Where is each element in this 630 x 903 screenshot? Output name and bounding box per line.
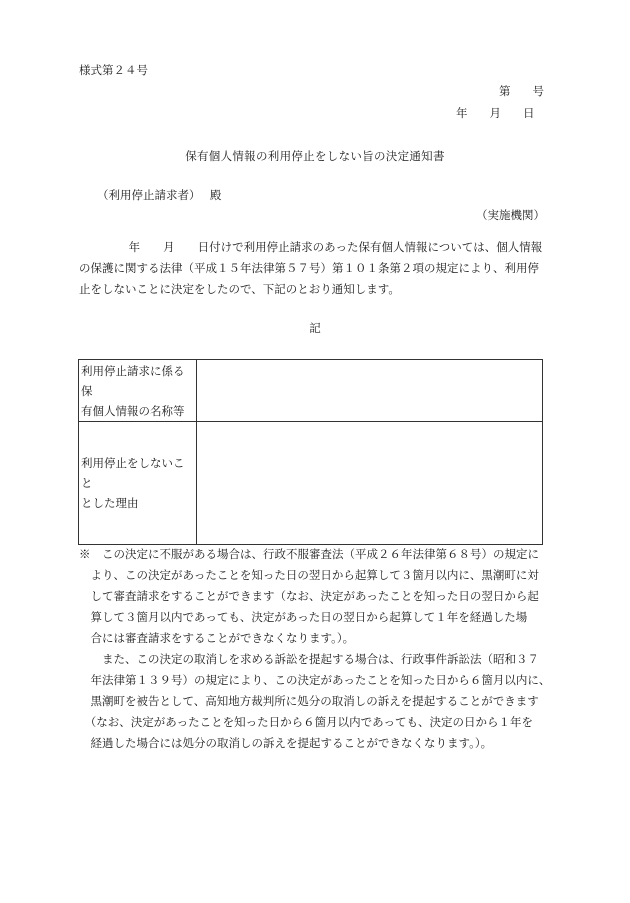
document-number [499, 83, 544, 99]
note-line: より、この決定があったことを知った日の翌日から起算して３箇月以内に、黒潮町に対 [79, 568, 539, 582]
date-year-label: 年 [456, 106, 468, 120]
reason-label [79, 422, 197, 545]
body-line: 年 月 日付けで利用停止請求のあった保有個人情報については、個人情報 [79, 240, 543, 254]
personal-info-name-label [79, 360, 197, 422]
issuing-organization: （実施機関） [476, 208, 545, 222]
reason-value [197, 422, 543, 545]
appeal-note [79, 544, 559, 754]
note-line: して審査請求をすることができます（なお、決定があったことを知った日の翌日から起 [79, 589, 539, 603]
label-line: 有個人情報の名称等 [81, 403, 185, 418]
form-number: 様式第２４号 [79, 63, 148, 77]
body-paragraph [79, 237, 549, 300]
document-date [456, 105, 535, 121]
note-line: 経過した場合には処分の取消しの訴えを提起することができなくなります。）。 [79, 736, 493, 750]
addressee: （利用停止請求者） 殿 [97, 188, 222, 202]
note-line: また、この決定の取消しを求める訴訟を提起する場合は、行政事件訴訟法（昭和３７ [79, 652, 539, 666]
personal-info-name-value [197, 360, 543, 422]
date-month-label: 月 [489, 106, 501, 120]
note-line: 黒潮町を被告として、高知地方裁判所に処分の取消しの訴えを提起することができます [79, 694, 539, 708]
note-line: 合には審査請求をすることができなくなります。）。 [79, 631, 355, 645]
body-line: 止をしないことに決定をしたので、下記のとおり通知します。 [79, 282, 400, 296]
document-number-suffix: 号 [532, 84, 544, 98]
ki-heading: 記 [309, 321, 321, 335]
info-table [78, 359, 543, 545]
table-row [79, 422, 543, 545]
table-row [79, 360, 543, 422]
body-line: の保護に関する法律（平成１５年法律第５７号）第１０１条第２項の規定により、利用停 [79, 261, 539, 275]
label-line: とした理由 [81, 496, 139, 510]
label-line: 利用停止請求に係る保 [81, 363, 185, 398]
document-number-prefix: 第 [499, 84, 511, 98]
label-line: 利用停止をしないこと [81, 456, 185, 490]
document-title: 保有個人情報の利用停止をしない旨の決定通知書 [185, 149, 445, 163]
note-line: ※ この決定に不服がある場合は、行政不服審査法（平成２６年法律第６８号）の規定に [79, 547, 539, 561]
note-line: 算して３箇月以内であっても、決定があった日の翌日から起算して１年を経過した場 [79, 610, 528, 624]
note-line: 年法律第１３９号）の規定により、この決定があったことを知った日から６箇月以内に、 [79, 673, 551, 687]
date-day-label: 日 [523, 106, 535, 120]
note-line: （なお、決定があったことを知った日から６箇月以内であっても、決定の日から１年を [79, 715, 534, 729]
